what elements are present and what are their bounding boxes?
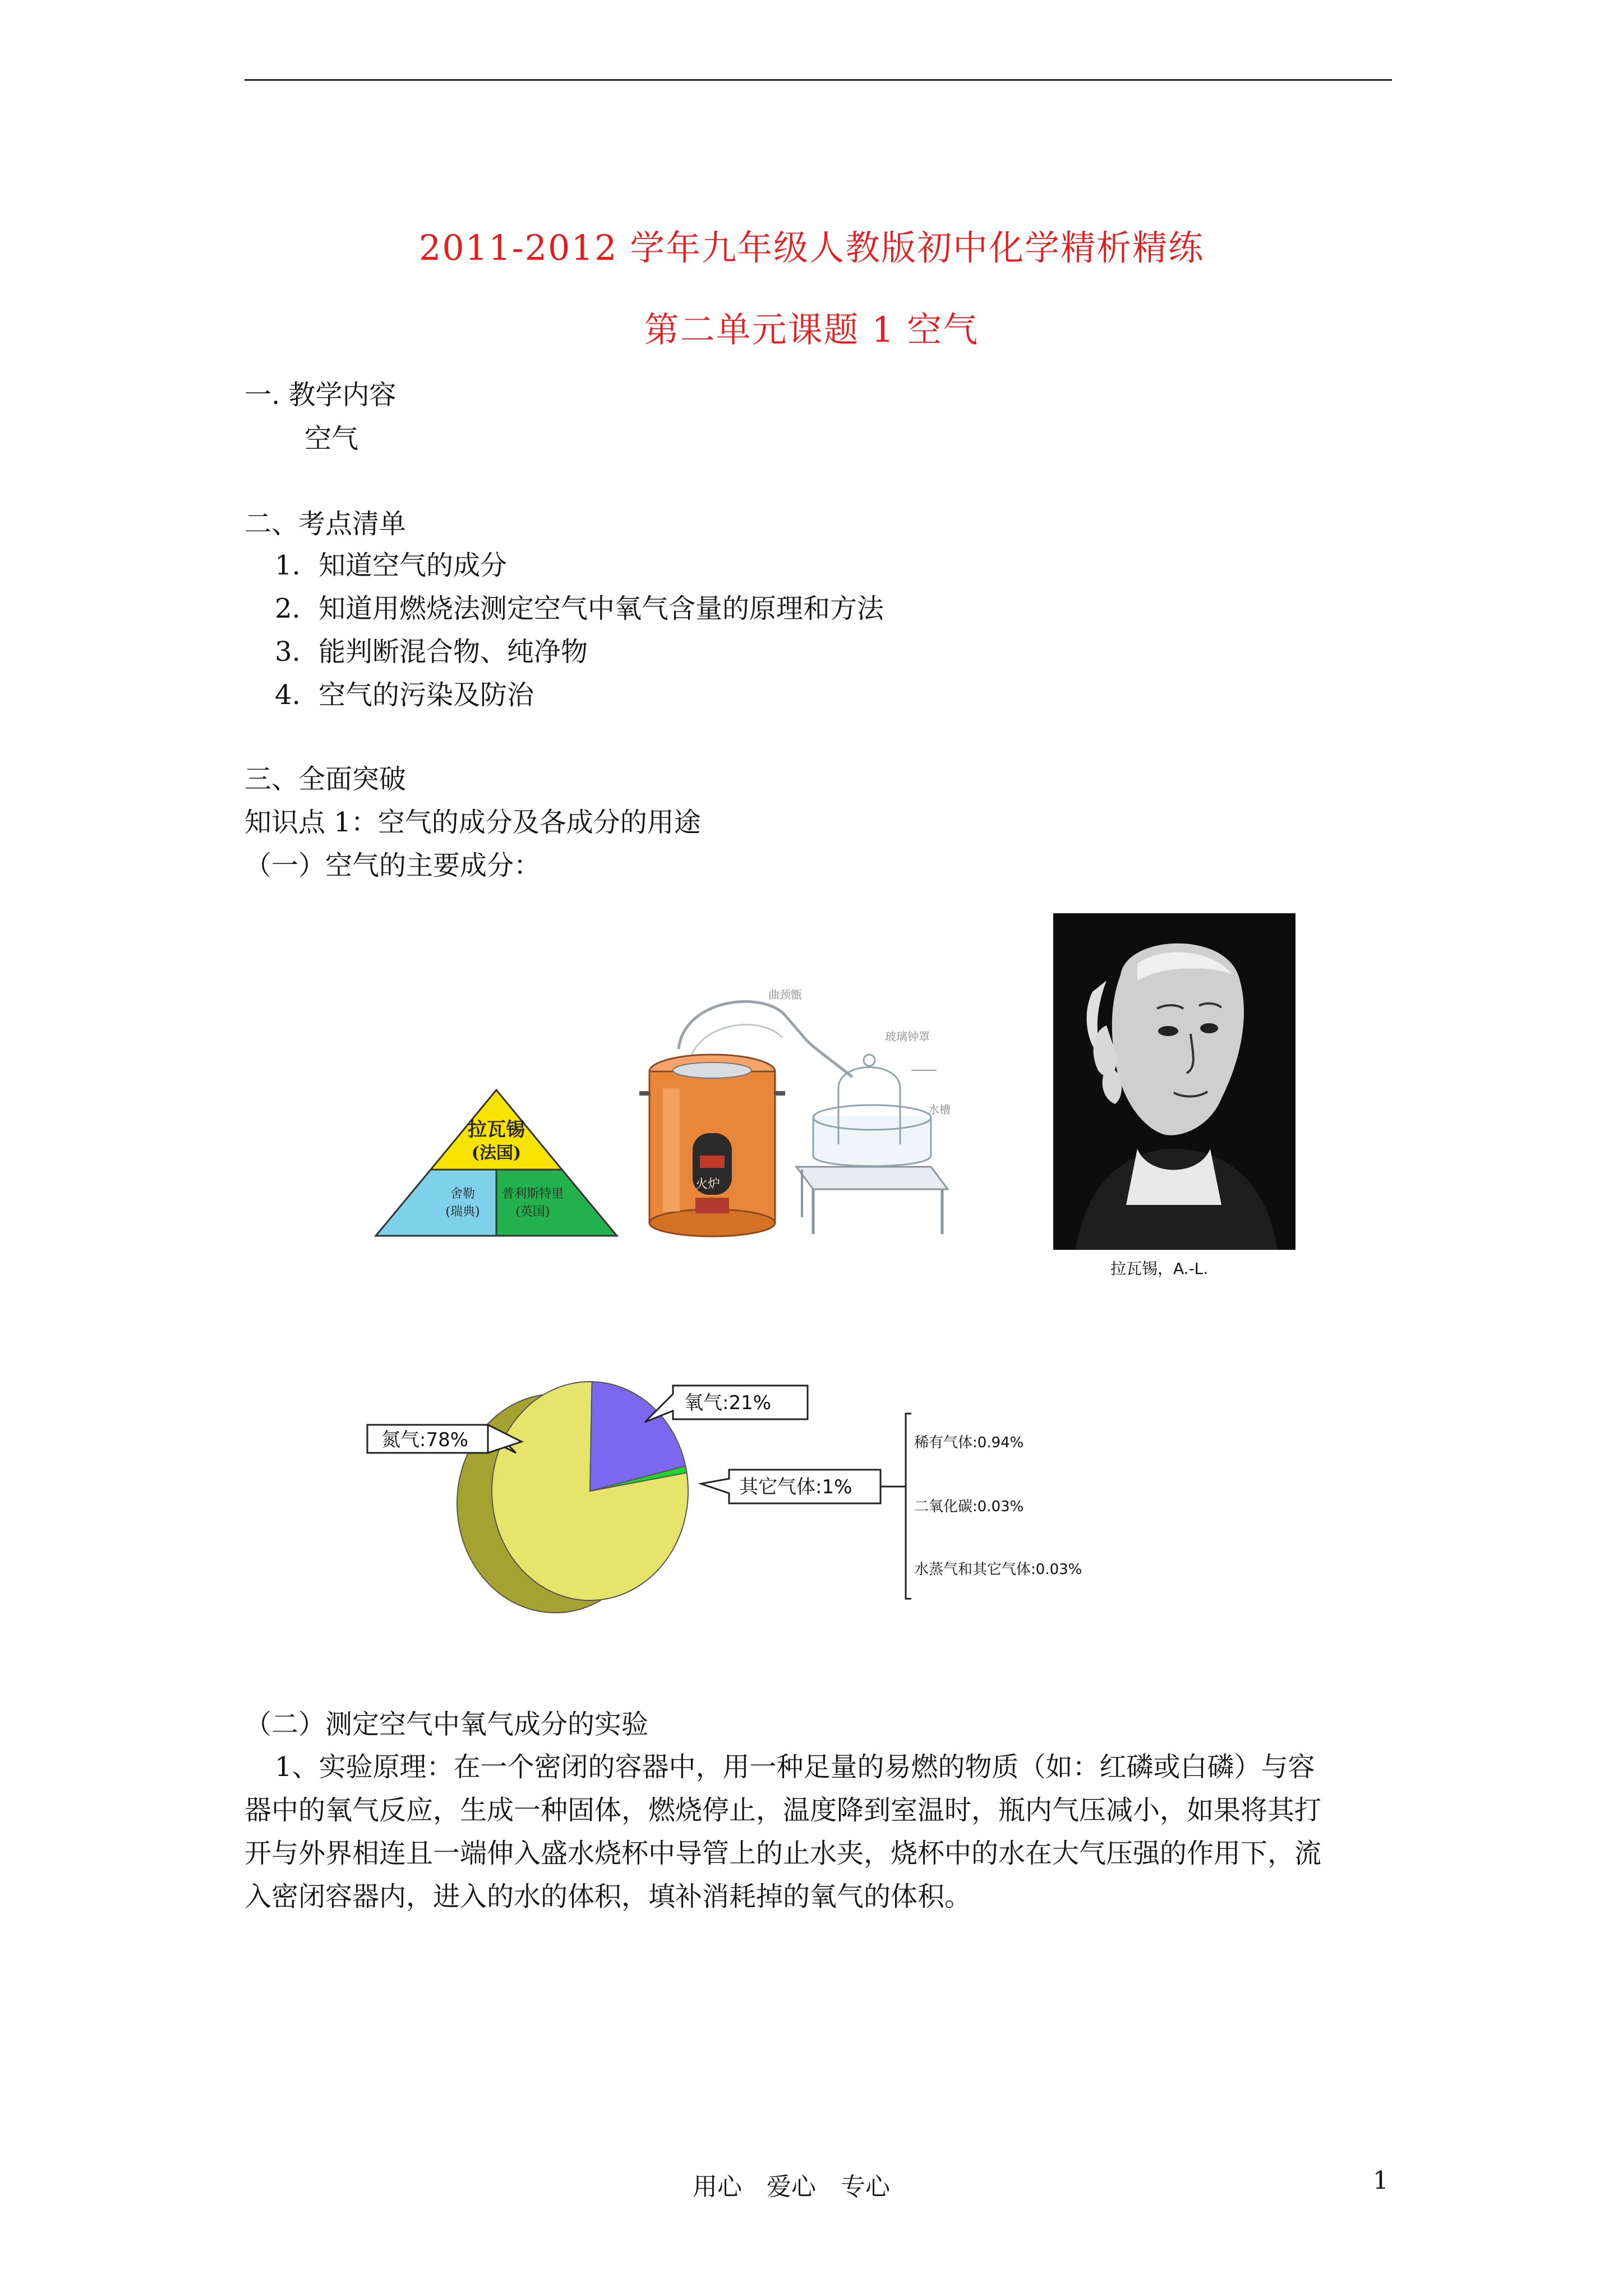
lavoisier-portrait-image: [1053, 913, 1295, 1250]
trough-label: 水槽: [928, 1103, 951, 1116]
triangle-right-segment: [496, 1170, 617, 1236]
list-item-text: 空气的污染及防治: [319, 679, 534, 711]
portrait-caption: 拉瓦锡，A.-L.: [1110, 1259, 1209, 1278]
subsection-2-heading: （二）测定空气中氧气成分的实验: [245, 1709, 649, 1740]
paragraph-line: 开与外界相连且一端伸入盛水烧杯中导管上的止水夹，烧杯中的水在大气压强的作用下，流: [245, 1838, 1322, 1869]
list-item: [275, 595, 1172, 622]
breakdown-noble-gases: 稀有气体:0.94%: [914, 1434, 1024, 1451]
breakdown-bracket: [906, 1414, 911, 1599]
scientist-left-country: (瑞典): [445, 1205, 480, 1219]
footer-motto: 用心 爱心 专心: [693, 2173, 890, 2201]
label-other-gases: 其它气体:1%: [739, 1476, 852, 1498]
water-trough: [813, 1116, 931, 1166]
breakdown-vapor-other: 水蒸气和其它气体:0.03%: [914, 1561, 1082, 1578]
section-1-heading: 一. 教学内容: [245, 379, 396, 411]
section-3-heading: 三、全面突破: [245, 763, 407, 795]
list-item-text: 知道用燃烧法测定空气中氧气含量的原理和方法: [319, 593, 884, 624]
header-rule: [245, 79, 1392, 81]
list-item: [275, 679, 1172, 711]
breakdown-co2: 二氧化碳:0.03%: [914, 1498, 1024, 1515]
scientist-right-country: (英国): [515, 1205, 550, 1219]
section-2-heading: 二、考点清单: [245, 508, 407, 540]
list-item-text: 能判断混合物、纯净物: [319, 636, 588, 668]
experiment-principle-paragraph: [245, 1746, 1389, 1918]
paragraph-line: 器中的氧气反应，生成一种固体，燃烧停止，温度降到室温时，瓶内气压减小，如果将其打: [245, 1795, 1322, 1826]
knowledge-point-heading: 知识点 1：空气的成分及各成分的用途: [245, 807, 701, 838]
scientist-top-country: (法国): [471, 1143, 522, 1163]
document-subtitle: 第二单元课题 1 空气: [644, 309, 979, 350]
section-1-content: 空气: [305, 423, 359, 454]
label-oxygen: 氧气:21%: [684, 1392, 772, 1414]
oxygen-callout: [645, 1386, 808, 1422]
furnace-label: 火炉: [695, 1177, 721, 1191]
subsection-1-heading: （一）空气的主要成分：: [245, 850, 541, 881]
page-number: 1: [1373, 2166, 1389, 2195]
scientist-top-name: 拉瓦锡: [468, 1119, 525, 1141]
list-item-number: 2.: [275, 593, 301, 624]
paragraph-line: 入密闭容器内，进入的水的体积，填补消耗掉的氧气的体积。: [245, 1881, 972, 1912]
retort-label: 曲颈甑: [768, 988, 802, 1001]
scientist-left-name: 舍勒: [450, 1187, 476, 1201]
list-item: [275, 636, 1172, 668]
scientist-right-name: 普利斯特里: [501, 1187, 564, 1201]
document-title: 2011-2012 学年九年级人教版初中化学精析精练: [418, 227, 1205, 268]
list-item-text: 知道空气的成分: [319, 550, 508, 581]
bell-jar-label: 玻璃钟罩: [885, 1030, 930, 1043]
lavoisier-apparatus-diagram: [617, 976, 953, 1245]
triangle-left-segment: [376, 1170, 496, 1236]
list-item-number: 4.: [275, 679, 301, 711]
other-gases-callout: [701, 1470, 880, 1503]
scientists-triangle-diagram: [365, 1085, 628, 1243]
air-composition-pie-chart: [359, 1369, 1166, 1627]
list-item: [275, 552, 1172, 579]
list-item-number: 1.: [275, 550, 301, 581]
list-item-number: 3.: [275, 636, 301, 668]
paragraph-line: 1、实验原理：在一个密闭的容器中，用一种足量的易燃的物质（如：红磷或白磷）与容: [275, 1751, 1315, 1783]
label-nitrogen: 氮气:78%: [381, 1429, 469, 1451]
